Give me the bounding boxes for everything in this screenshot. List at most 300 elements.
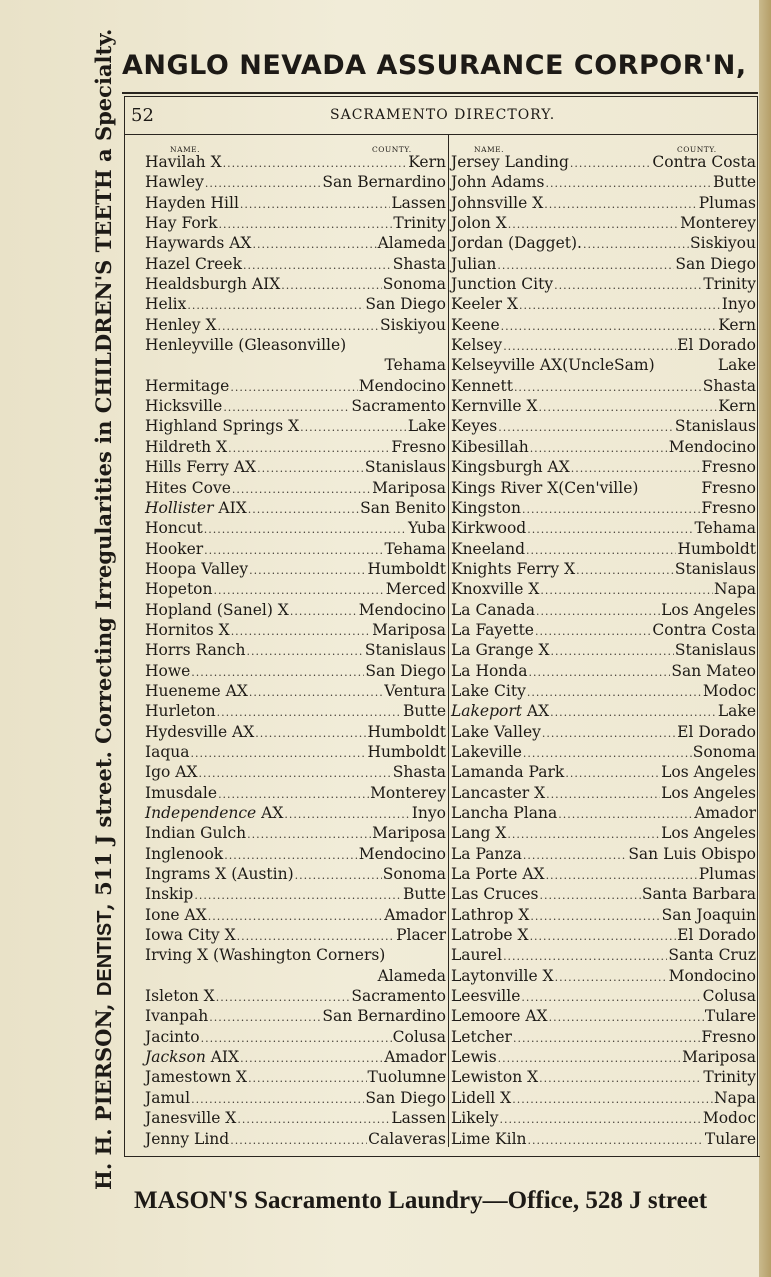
place-name: Latrobe X [451,926,529,945]
directory-entry [451,1088,756,1108]
leader-dots [223,398,350,418]
leader-dots [546,785,660,805]
place-name: Jersey Landing [451,153,569,171]
leader-dots [540,581,713,601]
directory-entry [145,966,446,986]
place-name: Hay Fork [145,214,218,233]
directory-entry [451,884,756,904]
directory-entry [145,661,446,681]
county-name: Kern [718,397,756,416]
frame-top-rule [124,96,758,97]
county-name: San Luis Obispo [628,844,756,863]
place-name: Iaqua [145,742,190,761]
directory-entry [451,783,756,803]
leader-dots [508,215,679,235]
place-name: Jordan (Dagget). [451,234,582,253]
leader-dots [551,642,674,662]
county-name: Trinity [703,1068,756,1087]
county-name: Colusa [702,987,756,1006]
place-name: Highland Springs X [145,417,300,436]
directory-entry [145,335,446,355]
place-name: Keene [451,315,500,334]
directory-entry [451,722,756,742]
place-name: Hopland (Sanel) X [145,600,289,619]
frame-right-rule [757,96,758,1156]
place-name: Helix [145,295,187,314]
county-name: San Joaquin [661,905,756,924]
side-ad-rest: , 511 J street. Correcting Irregularities in CHILDREN'S TEETH a Specialty. [91,28,116,911]
directory-entry [145,1067,446,1087]
place-name: Inskip [145,885,194,904]
leader-dots [530,439,668,459]
county-name: Mondocino [668,966,756,985]
directory-entry [451,396,756,416]
place-name: Henley X [145,315,217,334]
directory-entry [145,152,446,172]
leader-dots [209,1008,321,1028]
place-name: Keeler X [451,295,519,314]
leader-dots [216,988,351,1008]
county-name: Stanislaus [364,641,446,660]
county-name: Fresno [701,458,756,477]
county-name: Calaveras [368,1129,446,1148]
directory-entry [451,376,756,396]
leader-dots [223,154,408,174]
directory-entry [451,437,756,457]
directory-entry [451,681,756,701]
county-name: Sonoma [692,742,756,761]
county-name: Lassen [391,193,446,212]
place-name: Hoopa Valley [145,559,249,578]
county-name: Butte [712,173,756,192]
page-edge [759,0,771,1277]
directory-entry [145,294,446,314]
county-name: Tehama [384,356,446,375]
directory-entry [451,416,756,436]
directory-entry [145,1047,446,1067]
place-name: Kernville X [451,397,538,416]
leader-dots [513,1029,700,1049]
place-name: Lemoore AX [451,1007,548,1026]
leader-dots [528,1131,704,1151]
leader-dots [248,500,359,520]
county-name: Monterey [680,214,756,233]
county-name: Colusa [392,1027,446,1046]
county-name: San Mateo [671,661,756,680]
place-name: Hills Ferry AX [145,458,257,477]
leader-dots [583,235,689,255]
directory-entry [145,233,446,253]
leader-dots [539,1069,702,1089]
directory-entry [145,539,446,559]
place-name: Lang X [451,824,507,843]
county-name: Los Angeles [661,824,756,843]
directory-entry [451,1129,756,1149]
county-name: Inyo [721,295,756,314]
place-name: Knights Ferry X [451,559,576,578]
county-name: Lake [717,702,756,721]
county-name: San Diego [365,295,446,314]
county-name: Santa Barbara [641,885,756,904]
place-name: Henleyville (Gleasonville) [145,336,347,355]
directory-entry [451,457,756,477]
leader-dots [527,683,702,703]
county-name: San Diego [365,661,446,680]
county-name: Los Angeles [661,600,756,619]
leader-dots [218,785,369,805]
leader-dots [530,907,660,927]
leader-dots [249,561,366,581]
place-name-italic: Lakeport [451,702,522,721]
directory-entry [451,945,756,965]
directory-entry [145,905,446,925]
directory-entry [145,254,446,274]
county-name: Mariposa [372,620,446,639]
county-name: Fresno [701,1027,756,1046]
place-name: Hazel Creek [145,254,242,273]
place-name: Kings River X(Cen'ville) [451,478,639,497]
leader-dots [201,1029,392,1049]
leader-dots [570,154,651,174]
county-name: Fresno [701,478,756,497]
county-name: Shasta [392,254,446,273]
place-name: Hornitos X [145,620,230,639]
place-name: Julian [451,254,497,273]
directory-entry [145,1006,446,1026]
directory-entry [451,213,756,233]
county-name: Contra Costa [652,153,756,171]
place-name: Lancha Plana [451,804,558,822]
county-name: Fresno [701,498,756,517]
left-name-header: NAME. [170,145,201,154]
county-name: Mendocino [358,376,446,395]
county-name: Napa [714,580,756,599]
county-name: Mendocino [668,437,756,456]
place-name: Inglenook [145,844,224,863]
directory-entry [145,1027,446,1047]
leader-dots [295,866,382,886]
place-name: Healdsburgh AIX [145,275,281,294]
place-name: Laurel [451,946,503,965]
place-name: Ivanpah [145,1007,209,1026]
county-name: Humboldt [367,559,446,578]
directory-entry [451,335,756,355]
leader-dots [523,744,692,764]
county-name: Plumas [698,193,756,212]
leader-dots [523,846,627,866]
directory-entry [145,701,446,721]
page-number: 52 [131,105,154,126]
county-name: Alameda [377,966,446,985]
county-name: Butte [402,702,446,721]
directory-entry [451,925,756,945]
directory-entry [451,966,756,986]
directory-entry [451,905,756,925]
leader-dots [290,602,358,622]
place-name: Jacinto [145,1027,200,1046]
place-name: Janesville X [145,1109,237,1128]
directory-entry [145,437,446,457]
leader-dots [514,378,702,398]
directory-entry [145,742,446,762]
place-name: Junction City [451,275,554,294]
place-name: Lake City [451,681,526,700]
place-name: Kneeland [451,539,526,558]
place-name: Knoxville X [451,580,540,599]
directory-entry [145,1108,446,1128]
county-name: El Dorado [677,336,756,355]
county-name: Stanislaus [674,417,756,436]
county-name: Monterey [370,783,446,802]
county-name: El Dorado [677,722,756,741]
directory-entry [451,478,756,498]
leader-dots [230,1131,367,1151]
leader-dots [544,195,698,215]
leader-dots [248,1069,366,1089]
place-name: Lancaster X [451,783,546,802]
place-name: La Grange X [451,641,550,660]
place-name: Lime Kiln [451,1129,527,1148]
place-name [145,1047,239,1067]
directory-entry [451,1108,756,1128]
county-name: Modoc [702,1109,756,1128]
directory-entry [451,172,756,192]
directory-entry [145,762,446,782]
county-name: Sonoma [382,275,446,294]
directory-entry [145,823,446,843]
county-name: Merced [385,580,446,599]
county-name: Stanislaus [674,559,756,578]
place-name: Imusdale [145,783,218,802]
directory-entry [145,986,446,1006]
county-name: Lake [717,356,756,375]
county-name: Yuba [407,519,446,538]
county-name: San Diego [675,254,756,273]
leader-dots [542,724,676,744]
directory-entry [451,742,756,762]
place-name: Lamanda Park [451,763,565,782]
county-name: Plumas [698,865,756,884]
leader-dots [521,988,701,1008]
leader-dots [501,317,718,337]
directory-entry [451,193,756,213]
leader-dots [205,174,322,194]
directory-entry [145,355,446,375]
county-name: Amador [384,1048,446,1067]
directory-entry [451,559,756,579]
directory-entry [451,498,756,518]
county-name: Kern [408,153,446,171]
place-name: La Porte AX [451,865,545,884]
county-name: Kern [718,315,756,334]
place-name: Johnsville X [451,193,544,212]
county-name: Amador [384,905,446,924]
place-name: Hueneme AX [145,681,248,700]
place-name: Isleton X [145,987,215,1006]
directory-entry [451,294,756,314]
left-column [145,152,446,1149]
leader-dots [187,296,364,316]
place-name: Hermitage [145,376,230,395]
column-divider [448,135,449,1147]
county-name: Fresno [391,437,446,456]
directory-entry [451,1047,756,1067]
place-name: Jamestown X [145,1068,248,1087]
directory-entry [145,172,446,192]
directory-entry [145,925,446,945]
place-name: Jenny Lind [145,1129,230,1148]
page-title: SACRAMENTO DIRECTORY. [330,107,556,123]
directory-entry [145,945,446,965]
county-name: El Dorado [677,926,756,945]
place-name: La Panza [451,844,522,863]
place-name: Irving X (Washington Corners) [145,946,386,965]
title-under-rule [124,134,758,135]
leader-dots [249,683,383,703]
place-name: Hydesville AX [145,722,255,741]
directory-entry [451,1067,756,1087]
leader-dots [539,886,640,906]
leader-dots [224,846,358,866]
bottom-advertisement: MASON'S Sacramento Laundry—Office, 528 J street [134,1187,708,1214]
directory-entry [145,600,446,620]
place-name: Indian Gulch [145,824,247,843]
directory-entry [145,416,446,436]
county-name: San Bernardino [322,173,446,192]
leader-dots [218,317,380,337]
county-name: Sonoma [382,865,446,884]
leader-dots [576,561,674,581]
county-name: Siskiyou [690,234,756,253]
county-name: Humboldt [677,539,756,558]
leader-dots [503,947,667,967]
directory-entry [451,640,756,660]
directory-entry [451,254,756,274]
directory-entry [145,579,446,599]
place-name: Hurleton [145,702,216,721]
leader-dots [208,907,383,927]
place-name: Lewiston X [451,1068,539,1087]
leader-dots [194,886,402,906]
directory-entry [451,1006,756,1026]
leader-dots [539,398,718,418]
leader-dots [535,622,651,642]
top-advertisement: ANGLO NEVADA ASSURANCE CORPOR'N, [122,50,747,81]
leader-dots [528,663,670,683]
directory-entry [145,681,446,701]
directory-entry [145,1088,446,1108]
county-name: Butte [402,885,446,904]
place-name: Keyes [451,417,498,436]
leader-dots [204,520,407,540]
place-name: Lakeville [451,742,522,761]
directory-entry [145,518,446,538]
leader-dots [257,459,364,479]
county-name: Stanislaus [364,458,446,477]
county-name: Napa [714,1088,756,1107]
place-name: Hooker [145,539,204,558]
leader-dots [549,1008,704,1028]
place-name: Iowa City X [145,926,236,945]
leader-dots [228,439,390,459]
leader-dots [526,541,676,561]
directory-entry [145,722,446,742]
leader-dots [191,1090,364,1110]
place-name-italic: Independence [145,804,257,822]
county-name: Los Angeles [661,763,756,782]
place-name: Kennett [451,376,513,395]
county-name: Tehama [384,539,446,558]
right-county-header: COUNTY. [677,145,717,154]
place-name [145,803,283,823]
directory-entry [451,986,756,1006]
county-name: Mariposa [372,478,446,497]
place-name: Kelseyville AX(UncleSam) [451,356,655,375]
leader-dots [247,825,371,845]
place-suffix: AIX [213,498,247,517]
county-name: Inyo [411,804,446,822]
county-name: Trinity [393,214,446,233]
leader-dots [237,927,395,947]
county-name: Sacramento [351,987,446,1006]
directory-entry [145,396,446,416]
directory-entry [451,803,756,823]
side-ad-profession: DENTIST [94,910,116,997]
right-column [451,152,756,1149]
leader-dots [284,805,410,825]
county-name: Tulare [704,1129,756,1148]
header-rule [122,92,758,94]
county-name: Ventura [384,681,446,700]
place-name: Hayden Hill [145,193,239,212]
place-name [145,498,247,518]
leader-dots [550,703,717,723]
directory-entry [145,844,446,864]
leader-dots [554,276,702,296]
place-name: La Canada [451,600,535,619]
place-name: Jolon X [451,214,507,233]
leader-dots [214,581,385,601]
leader-dots [191,663,364,683]
directory-entry [451,823,756,843]
leader-dots [498,1049,681,1069]
directory-entry [451,620,756,640]
place-name: Hawley [145,173,204,192]
county-name: Modoc [702,681,756,700]
leader-dots [218,215,392,235]
footer-rule [124,1156,760,1157]
county-name: Mariposa [372,824,446,843]
leader-dots [522,500,700,520]
county-name: San Bernardino [322,1007,446,1026]
directory-entry [451,661,756,681]
leader-dots [571,459,701,479]
leader-dots [512,1090,713,1110]
leader-dots [281,276,382,296]
leader-dots [497,256,674,276]
directory-entry [145,376,446,396]
county-name: Tulare [704,1007,756,1026]
leader-dots [217,703,402,723]
leader-dots [530,927,677,947]
place-suffix: AX [522,702,550,721]
leader-dots [240,1049,383,1069]
place-name: Laytonville X [451,966,554,985]
directory-entry [451,762,756,782]
county-name: Los Angeles [661,783,756,802]
place-name-italic: Hollister [145,498,214,517]
place-suffix: AIX [205,1048,240,1067]
